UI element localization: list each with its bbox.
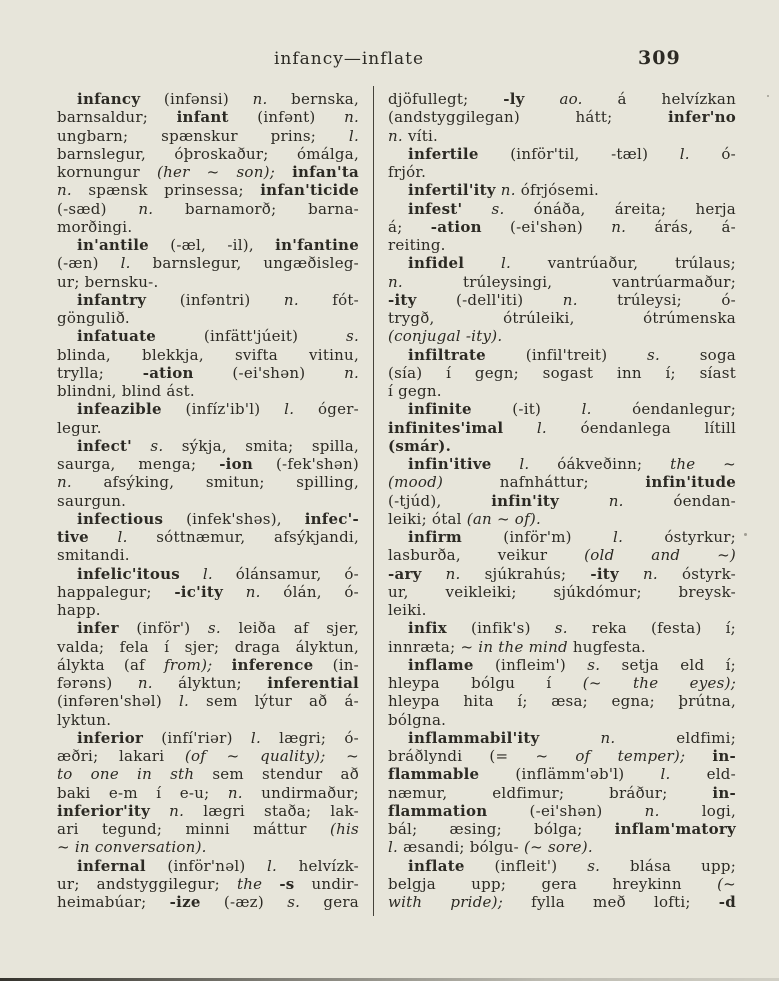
dictionary-text-line: blinda, blekkja, svifta vitinu, <box>57 345 359 364</box>
column-left <box>57 90 359 911</box>
dictionary-text-line: á; -ation (-ei'shən) n. árás, á- <box>388 217 736 236</box>
dictionary-text-line: reiting. <box>388 236 446 254</box>
dictionary-text-line: kornungur (her ~ son); infan'ta <box>57 163 359 181</box>
dictionary-text-line: æðri; lakari (of ~ quality); ~ <box>57 747 359 765</box>
dictionary-text-line: lyktun. <box>57 710 112 729</box>
guide-word: infancy—inflate <box>273 49 425 69</box>
dictionary-text-line: saurgun. <box>57 491 127 510</box>
dictionary-text-line: flammable (inflämm'əb'l) l. eld- <box>388 765 736 784</box>
dictionary-text-line: trylla; -ation (-ei'shən) n. <box>57 363 359 382</box>
dictionary-text-line: in'antile (-æl, -il), in'fantine <box>77 236 359 254</box>
dictionary-text-line: (-sæd) n. barnamorð; barna- <box>57 199 359 218</box>
dictionary-text-line: infeazible (infíz'ib'l) l. óger- <box>77 400 359 419</box>
dictionary-text-line: inflame (infleim') s. setja eld í; <box>408 655 736 674</box>
scan-speck <box>744 533 747 536</box>
dictionary-text-line: barnslegur, óþroskaður; ómálga, <box>57 144 359 163</box>
dictionary-text-line: n. spænsk prinsessa; infan'ticide <box>57 181 359 200</box>
dictionary-text-line: infelic'itous l. ólánsamur, ó- <box>77 564 359 583</box>
dictionary-text-line: infidel l. vantrúaður, trúlaus; <box>408 254 736 273</box>
dictionary-text-line: ur; bernsku-. <box>57 272 159 291</box>
dictionary-text-line: inflate (infleit') s. blása upp; <box>408 856 737 875</box>
dictionary-text-line: infirm (inför'm) l. óstyrkur; <box>408 528 736 546</box>
dictionary-text-line: n. víti. <box>388 126 439 145</box>
page-header <box>0 49 779 73</box>
dictionary-text-line: blindni, blind ást. <box>57 382 195 400</box>
dictionary-text-line: bráðlyndi (= ~ of temper); in- <box>388 747 736 765</box>
dictionary-text-line: ur, veikleiki; sjúkdómur; breysk- <box>388 582 736 601</box>
dictionary-text-line: infertil'ity n. ófrjósemi. <box>408 181 600 200</box>
dictionary-text-line: -ary n. sjúkrahús; -ity n. óstyrk- <box>388 564 736 583</box>
dictionary-text-line: -ity (-dell'iti) n. trúleysi; ó- <box>388 290 736 309</box>
dictionary-text-line: infertile (inför'til, -tæl) l. ó- <box>408 144 736 163</box>
dictionary-text-line: ~ in conversation). <box>57 838 207 857</box>
dictionary-text-line: happ. <box>57 601 101 619</box>
dictionary-text-line: næmur, eldfimur; bráður; in- <box>388 783 736 802</box>
dictionary-text-line: saurga, menga; -ion (-fek'shən) <box>57 455 360 473</box>
dictionary-text-line: infest' s. ónáða, áreita; herja <box>408 199 736 218</box>
dictionary-text-line: inflammabil'ity n. eldfimi; <box>408 728 736 747</box>
dictionary-text-line: infin'itive l. óákveðinn; the ~ <box>408 455 736 473</box>
dictionary-text-line: barnsaldur; infant (infənt) n. <box>57 108 359 127</box>
dictionary-text-line: (mood) nafnháttur; infin'itude <box>388 473 736 492</box>
dictionary-text-line: infinites'imal l. óendanlega lítill <box>388 418 736 437</box>
dictionary-text-line: to one in sth sem stendur að <box>57 765 359 784</box>
dictionary-text-line: frjór. <box>388 163 427 181</box>
dictionary-text-line: fərəns) n. ályktun; inferential <box>57 674 359 692</box>
dictionary-text-line: (-æn) l. barnslegur, ungæðisleg- <box>57 254 359 273</box>
dictionary-text-line: n. trúleysingi, vantrúarmaður; <box>388 272 736 291</box>
dictionary-text-line: l. æsandi; bólgu- (~ sore). <box>388 838 593 857</box>
dictionary-text-line: bólgna. <box>388 710 447 729</box>
scan-speck <box>767 95 769 97</box>
dictionary-text-line: belgja upp; gera hreykinn (~ <box>388 874 736 893</box>
dictionary-text-line: trygð, ótrúleiki, ótrúmenska <box>388 309 736 327</box>
dictionary-text-line: (andstyggilegan) hátt; infer'no <box>388 108 736 127</box>
dictionary-text-line: flammation (-ei'shən) n. logi, <box>388 801 736 820</box>
page-number: 309 <box>638 47 681 69</box>
dictionary-text-line: hleypa hita í; æsa; egna; þrútna, <box>388 692 736 711</box>
dictionary-text-line: lasburða, veikur (old and ~) <box>388 546 736 565</box>
dictionary-text-line: leiki. <box>388 601 427 619</box>
dictionary-text-line: infix (infik's) s. reka (festa) í; <box>408 619 736 638</box>
dictionary-text-line: happalegur; -ic'ity n. ólán, ó- <box>57 582 359 601</box>
dictionary-text-line: morðingi. <box>57 217 133 236</box>
dictionary-text-line: (conjugal -ity). <box>388 327 503 346</box>
dictionary-text-line: í gegn. <box>388 382 442 400</box>
dictionary-text-line: leiki; ótal (an ~ of). <box>388 509 542 528</box>
dictionary-text-line: bál; æsing; bólga; inflam'matory <box>388 820 736 838</box>
dictionary-text-line: n. afsýking, smitun; spilling, <box>57 473 359 492</box>
dictionary-text-line: infinite (-it) l. óendanlegur; <box>408 400 737 419</box>
dictionary-text-line: infancy (infənsi) n. bernska, <box>77 90 359 108</box>
column-right <box>388 90 736 911</box>
column-divider-rule <box>373 86 374 916</box>
dictionary-text-line: (smár). <box>388 436 452 455</box>
dictionary-text-line: (infəren'shəl) l. sem lýtur að á- <box>57 692 359 711</box>
dictionary-text-line: tive l. sóttnæmur, afsýkjandi, <box>57 528 359 546</box>
dictionary-text-line: baki e-m í e-u; n. undirmaður; <box>57 783 359 802</box>
dictionary-text-line: (-tjúd), infin'ity n. óendan- <box>388 491 736 510</box>
dictionary-text-line: legur. <box>57 418 102 437</box>
dictionary-text-line: infernal (inför'nəl) l. helvízk- <box>77 856 359 875</box>
dictionary-text-line: inferior (infí'riər) l. lægri; ó- <box>77 728 359 747</box>
dictionary-text-line: inferior'ity n. lægri staða; lak- <box>57 801 359 820</box>
dictionary-text-line: djöfullegt; -ly ao. á helvízkan <box>388 90 736 108</box>
dictionary-text-line: heimabúar; -ize (-æz) s. gera <box>57 893 359 911</box>
dictionary-text-line: infectious (infek'shəs), infec'- <box>77 509 359 528</box>
dictionary-text-line: göngulið. <box>57 309 130 327</box>
dictionary-text-line: infantry (infəntri) n. fót- <box>77 290 359 309</box>
dictionary-text-line: with pride); fylla með lofti; -d <box>388 893 736 911</box>
dictionary-text-line: innræta; ~ in the mind hugfesta. <box>388 637 646 656</box>
dictionary-text-line: infiltrate (infil'treit) s. soga <box>408 345 736 364</box>
dictionary-text-line: hleypa bólgu í (~ the eyes); <box>388 674 736 692</box>
dictionary-text-line: ari tegund; minni máttur (his <box>57 820 359 838</box>
dictionary-text-line: infer (inför') s. leiða af sjer, <box>77 619 360 638</box>
dictionary-text-line: (sía) í gegn; sogast inn í; síast <box>388 363 736 382</box>
dictionary-text-line: smitandi. <box>57 546 130 565</box>
dictionary-text-line: álykta (af from); inference (in- <box>57 655 359 674</box>
dictionary-text-line: infatuate (infätt'júeit) s. <box>77 327 359 346</box>
dictionary-text-line: valda; fela í sjer; draga ályktun, <box>57 637 359 656</box>
dictionary-text-line: ur; andstyggilegur; the -s undir- <box>57 874 359 893</box>
dictionary-text-line: infect' s. sýkja, smita; spilla, <box>77 436 359 455</box>
dictionary-text-line: ungbarn; spænskur prins; l. <box>57 126 359 145</box>
